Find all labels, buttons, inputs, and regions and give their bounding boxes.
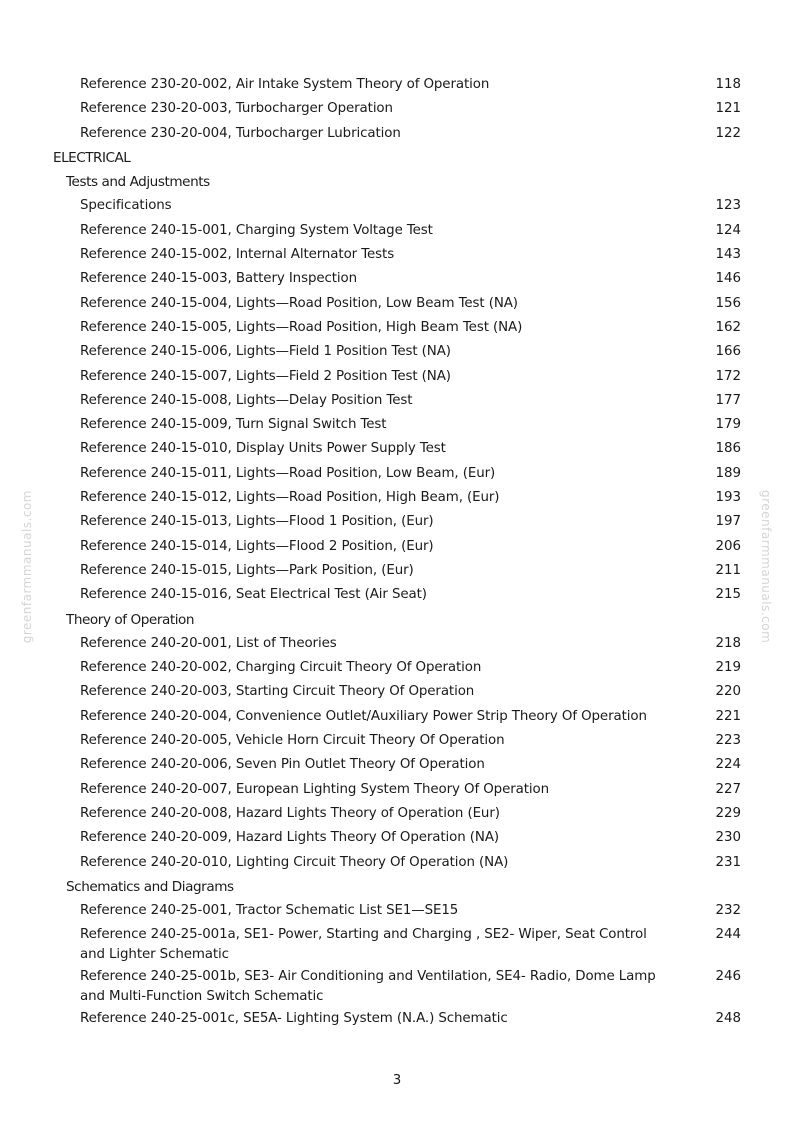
- toc-entry-page[interactable]: 189: [715, 465, 741, 481]
- toc-entry[interactable]: [0, 415, 794, 435]
- toc-entry[interactable]: [0, 1009, 794, 1029]
- toc-entry-page[interactable]: 219: [715, 660, 741, 676]
- toc-entry[interactable]: [0, 828, 794, 848]
- toc-entry[interactable]: [0, 464, 794, 484]
- toc-entry[interactable]: [0, 804, 794, 824]
- toc-entry[interactable]: [0, 342, 794, 362]
- toc-entry[interactable]: [0, 682, 794, 702]
- toc-entry[interactable]: [0, 561, 794, 581]
- toc-entry-title[interactable]: Reference 240-15-014, Lights—Flood 2 Position, (Eur): [80, 538, 434, 554]
- toc-entry[interactable]: [0, 853, 794, 873]
- toc-entry-title[interactable]: Reference 240-15-015, Lights—Park Position, (Eur): [80, 562, 414, 578]
- toc-entry[interactable]: [0, 196, 794, 216]
- toc-entry-title[interactable]: Reference 240-20-008, Hazard Lights Theory of Operation (Eur): [80, 805, 500, 821]
- toc-entry-page[interactable]: 211: [715, 562, 741, 578]
- toc-entry-title[interactable]: Reference 240-15-002, Internal Alternator Tests: [80, 247, 395, 263]
- toc-entry-title[interactable]: Reference 240-20-002, Charging Circuit Theory Of Operation: [80, 660, 482, 676]
- toc-entry-title[interactable]: Reference 240-25-001b, SE3- Air Conditioning and Ventilation, SE4- Radio, Dome Lamp and Multi-Function Switch Schematic: [80, 969, 656, 1004]
- toc-entry-page[interactable]: 172: [715, 368, 741, 384]
- toc-entry[interactable]: [0, 391, 794, 411]
- toc-entry-page[interactable]: 186: [715, 441, 741, 457]
- toc-entry-page[interactable]: 156: [715, 295, 741, 311]
- table-of-contents: [0, 75, 794, 1034]
- toc-entry-page[interactable]: 121: [715, 101, 741, 117]
- toc-entry-title[interactable]: Reference 240-20-009, Hazard Lights Theory Of Operation (NA): [80, 830, 500, 846]
- toc-entry[interactable]: [0, 294, 794, 314]
- toc-entry-page[interactable]: 218: [715, 635, 741, 651]
- toc-entry-page[interactable]: 230: [715, 830, 741, 846]
- watermark-right: greenfarmmanuals.com: [759, 490, 773, 644]
- toc-entry-page[interactable]: 220: [715, 684, 741, 700]
- toc-entry[interactable]: [0, 707, 794, 727]
- page-number: 3: [392, 1073, 402, 1088]
- toc-subsection-heading: Schematics and Diagrams: [66, 878, 234, 895]
- toc-entry-title[interactable]: Reference 240-20-003, Starting Circuit Theory Of Operation: [80, 684, 475, 700]
- toc-entry-page[interactable]: 248: [715, 1011, 741, 1027]
- toc-entry-page[interactable]: 177: [715, 392, 741, 408]
- toc-entry-page[interactable]: 122: [715, 125, 741, 141]
- toc-entry-title[interactable]: Reference 240-15-001, Charging System Voltage Test: [80, 222, 433, 238]
- toc-entry-page[interactable]: 206: [715, 538, 741, 554]
- toc-entry-page[interactable]: 221: [715, 708, 741, 724]
- toc-entry[interactable]: [0, 367, 794, 387]
- toc-section-heading: ELECTRICAL: [53, 149, 131, 166]
- toc-entry-page[interactable]: 197: [715, 514, 741, 530]
- toc-entry[interactable]: [0, 634, 794, 654]
- toc-entry[interactable]: [0, 780, 794, 800]
- toc-entry[interactable]: [0, 901, 794, 921]
- toc-entry-title[interactable]: Reference 240-15-005, Lights—Road Position, High Beam Test (NA): [80, 319, 523, 335]
- toc-entry-page[interactable]: 179: [715, 417, 741, 433]
- toc-entry-title[interactable]: Reference 240-15-006, Lights—Field 1 Position Test (NA): [80, 344, 451, 360]
- toc-entry-title[interactable]: Reference 240-15-004, Lights—Road Position, Low Beam Test (NA): [80, 295, 518, 311]
- toc-entry-title[interactable]: Specifications: [80, 198, 172, 214]
- toc-entry-title[interactable]: Reference 240-20-010, Lighting Circuit Theory Of Operation (NA): [80, 854, 509, 870]
- toc-entry[interactable]: [0, 124, 794, 144]
- toc-entry-page[interactable]: 146: [715, 271, 741, 287]
- toc-entry-title[interactable]: Reference 240-15-012, Lights—Road Position, High Beam, (Eur): [80, 490, 500, 506]
- toc-entry[interactable]: [0, 245, 794, 265]
- toc-entry-title[interactable]: Reference 240-20-005, Vehicle Horn Circuit Theory Of Operation: [80, 733, 505, 749]
- toc-entry-page[interactable]: 232: [715, 903, 741, 919]
- toc-entry[interactable]: [0, 269, 794, 289]
- toc-entry-title[interactable]: Reference 240-15-008, Lights—Delay Position Test: [80, 392, 413, 408]
- toc-entry-title[interactable]: Reference 240-15-009, Turn Signal Switch Test: [80, 417, 387, 433]
- toc-entry-title[interactable]: Reference 240-20-007, European Lighting System Theory Of Operation: [80, 781, 549, 797]
- toc-entry-page[interactable]: 244: [715, 927, 741, 943]
- toc-entry[interactable]: [0, 221, 794, 241]
- toc-entry-title[interactable]: Reference 240-15-011, Lights—Road Position, Low Beam, (Eur): [80, 465, 496, 481]
- toc-entry-page[interactable]: 224: [715, 757, 741, 773]
- toc-entry-title[interactable]: Reference 240-20-001, List of Theories: [80, 635, 337, 651]
- toc-entry[interactable]: [0, 99, 794, 119]
- toc-entry-title[interactable]: Reference 240-25-001c, SE5A- Lighting System (N.A.) Schematic: [80, 1011, 508, 1027]
- toc-entry-page[interactable]: 193: [715, 490, 741, 506]
- toc-entry-title[interactable]: Reference 240-20-004, Convenience Outlet/Auxiliary Power Strip Theory Of Operation: [80, 708, 647, 724]
- toc-entry-title[interactable]: Reference 240-20-006, Seven Pin Outlet Theory Of Operation: [80, 757, 485, 773]
- toc-entry[interactable]: [0, 585, 794, 605]
- toc-subsection-heading: Theory of Operation: [66, 611, 195, 628]
- toc-entry[interactable]: [0, 318, 794, 338]
- toc-entry-title[interactable]: Reference 240-15-010, Display Units Power Supply Test: [80, 441, 446, 457]
- toc-entry-page[interactable]: 223: [715, 733, 741, 749]
- toc-entry-page[interactable]: 231: [715, 854, 741, 870]
- toc-entry-title[interactable]: Reference 240-15-016, Seat Electrical Test (Air Seat): [80, 587, 427, 603]
- toc-entry-page[interactable]: 215: [715, 587, 741, 603]
- toc-entry[interactable]: [0, 537, 794, 557]
- toc-entry-title[interactable]: Reference 230-20-004, Turbocharger Lubrication: [80, 125, 401, 141]
- toc-entry-title[interactable]: Reference 240-25-001a, SE1- Power, Starting and Charging , SE2- Wiper, Seat Control and Lighter Schematic: [80, 927, 647, 962]
- toc-entry-title[interactable]: Reference 230-20-003, Turbocharger Operation: [80, 101, 393, 117]
- toc-entry-title[interactable]: Reference 240-25-001, Tractor Schematic List SE1—SE15: [80, 903, 459, 919]
- toc-entry-page[interactable]: 229: [715, 805, 741, 821]
- toc-entry[interactable]: [0, 75, 794, 95]
- toc-entry[interactable]: [0, 925, 794, 964]
- toc-entry[interactable]: [0, 512, 794, 532]
- toc-entry-page[interactable]: 246: [715, 969, 741, 985]
- toc-entry-title[interactable]: Reference 240-15-003, Battery Inspection: [80, 271, 358, 287]
- toc-entry-page[interactable]: 143: [715, 247, 741, 263]
- toc-entry[interactable]: [0, 439, 794, 459]
- toc-subsection-heading: Tests and Adjustments: [66, 174, 210, 191]
- toc-entry[interactable]: [0, 755, 794, 775]
- toc-entry[interactable]: [0, 658, 794, 678]
- toc-entry-page[interactable]: 166: [715, 344, 741, 360]
- toc-entry-title[interactable]: Reference 240-15-007, Lights—Field 2 Position Test (NA): [80, 368, 451, 384]
- toc-entry[interactable]: [0, 967, 794, 1006]
- watermark-left: greenfarmmanuals.com: [20, 490, 34, 644]
- toc-entry-page[interactable]: 118: [715, 77, 741, 92]
- toc-entry[interactable]: [0, 731, 794, 751]
- toc-entry-page[interactable]: 162: [715, 319, 741, 335]
- toc-entry-title[interactable]: Reference 240-15-013, Lights—Flood 1 Position, (Eur): [80, 514, 434, 530]
- toc-entry-title[interactable]: Reference 230-20-002, Air Intake System Theory of Operation: [80, 77, 490, 92]
- toc-entry[interactable]: [0, 488, 794, 508]
- toc-entry-page[interactable]: 123: [715, 198, 741, 214]
- toc-entry-page[interactable]: 227: [715, 781, 741, 797]
- toc-entry-page[interactable]: 124: [715, 222, 741, 238]
